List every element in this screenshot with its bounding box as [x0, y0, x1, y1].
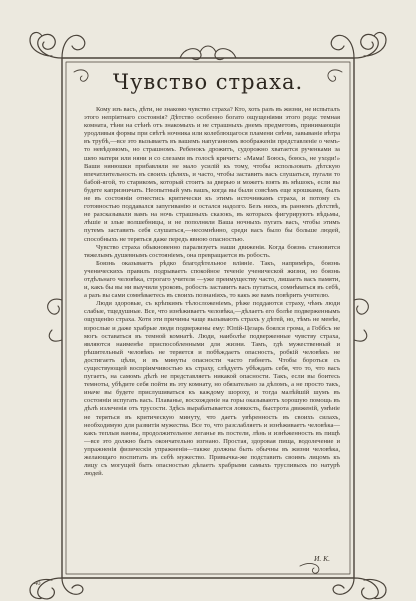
bottom-flourish-right	[300, 564, 319, 574]
article-title: Чувство страха.	[112, 70, 304, 94]
paragraph: Кому изъ васъ, дѣти, не знакомо чувство страха? Кто, хоть разъ въ жизни, не испыталъ этого непріятнаго состоянія? Дѣтство особенно богато ощущеніями этого рода: темная комната, тѣни на стѣнѣ отъ знакомыхъ и не страшныхъ днемъ предметовъ, принимающія уродливыя формы при свѣтѣ ночника или колеблющагося пламени свѣчи, завываніе вѣтра въ трубѣ,—все это вызываетъ въ вашемъ напуганномъ воображеніи представленіе о чемъ-то невѣдомомъ, но страшномъ. Ребенокъ дрожитъ, судорожно хватается рученками за шею матери или няни и со слезами въ голосѣ кричитъ: «Мама! Боюсь, боюсь, не уходи!» Ваши нянюшки прибавляли не мало усилій къ тому, чтобы использовать дѣтскую впечатлительность въ своихъ цѣляхъ, и часто, чтобы заставить васъ слушаться, пугали то бабой-ягой, то старикомъ, который стоитъ за дверью и можетъ взять въ мѣшокъ, если вы будете капризничать. Неопытный умъ вашъ, когда вы были совсѣмъ еще крошками, былъ не въ состояніи отнестись критически къ этимъ источникамъ страха, и потому съ готовностью поддавался запугиванію и остался надолго. Безъ нихъ, въ раннемъ дѣтствѣ, не разсказывали вамъ на ночь страшныхъ сказокъ, въ которыхъ фигурируютъ вѣдьмы, лѣшіе и злые волшебницы, и не пополняли Ваша ночныхъ пугать васъ, чтобы этимъ путемъ заставить себя слушаться,—несомнѣнно, среди васъ было бы больше людей, способныхъ не теряться даже передъ явною опасностью.	[84, 106, 340, 243]
page-number: 40	[34, 580, 41, 587]
author-signature: И. К.	[313, 554, 330, 563]
corner-flourish-bottom-right	[333, 578, 386, 599]
paragraph: Чувство страха обыкновенно парализуетъ наши движенія. Когда боязнь становится тяжелымъ душевнымъ состояніемъ, она превращается въ робость.	[84, 243, 340, 259]
corner-flourish-top-left	[30, 33, 85, 58]
right-side-flourish	[354, 299, 368, 341]
paragraph: Боязнь оказываетъ рѣдко благодѣтельное вліяніе. Такъ, напримѣръ, боязнь ученическихъ правилъ подрываетъ спокойное теченіе ученической жизни, но боязнь отдѣльнаго человѣка, строгаго учителя —уже преимуществу часто, лишаетъ васъ памяти, и, какъ бы вы ни выучили уроковъ, робость заставитъ васъ путаться, сомнѣваться въ себѣ, а разъ вы сами сомнѣваетесь въ своихъ познаніяхъ, то какъ же вамъ повѣрить учителю.	[84, 259, 340, 300]
left-side-flourish	[48, 299, 62, 341]
paragraph: Люди здоровые, съ крѣпкимъ тѣлосложеніемъ, рѣже поддаются страху, чѣмъ люди слабые, тщедушные. Все, что изнѣживаетъ человѣка,—дѣлаетъ его болѣе подверженнымъ ощущенію страха. Хотя эти причины чаще вызываютъ страхъ у дѣтей, но, тѣмъ не менѣе, взрослые и даже храбрые люди подвержены ему: Юлій-Цезарь боялся грома, а Гоббсъ не могъ оставаться въ темной комнатѣ. Люди, наиболѣе подверженные чувству страха, являются наименѣе приспособленными для жизни. Тамъ, гдѣ мужественный и рѣшительный человѣкъ не теряется и побѣждаетъ опасность, робкій человѣкъ не достигаетъ цѣли, и въ минуты опасности часто гибнетъ. Чтобы бороться съ существующей воспріимчивостью къ страху, слѣдуетъ убѣждать себя, что то, что васъ пугаетъ, на самомъ дѣлѣ не представляетъ никакой опасности. Такъ, если вы боитесь темноты, убѣдите себя пойти въ эту комнату, но обязательно за дѣломъ, а не просто такъ, иначе вы будете прислушиваться къ каждому шороху, и тогда малѣйшій шумъ въ состояніи испугать васъ. Плаванье, восхожденіе на горы оказываютъ хорошую помощь въ дѣлѣ излеченія отъ трусости. Здѣсь вырабатывается ловкость, быстрота движеній, умѣніе не теряться въ критическую минуту, что даетъ увѣренность въ своихъ силахъ, необходимую для развитія мужества. Все то, что разслабляетъ и изнѣживаетъ человѣка—какъ теплыя ванны, продолжительное леганье въ постели, лѣнь и изнѣженность въ пищѣ—все это должно быть окончательно изгнано. Простая, здоровая пища, водолечение и упражненія физическія упражненія—также должны быть обычны въ жизни человѣка, желающаго воспитать въ себѣ мужество. Привычка-же подставить своимъ лицомъ къ лицу съ могущей быть опасностью дѣлаетъ храбрыми самыхъ трусливыхъ по натурѣ людей.	[84, 300, 340, 478]
corner-flourish-top-right	[331, 33, 386, 58]
article-body	[84, 106, 340, 561]
